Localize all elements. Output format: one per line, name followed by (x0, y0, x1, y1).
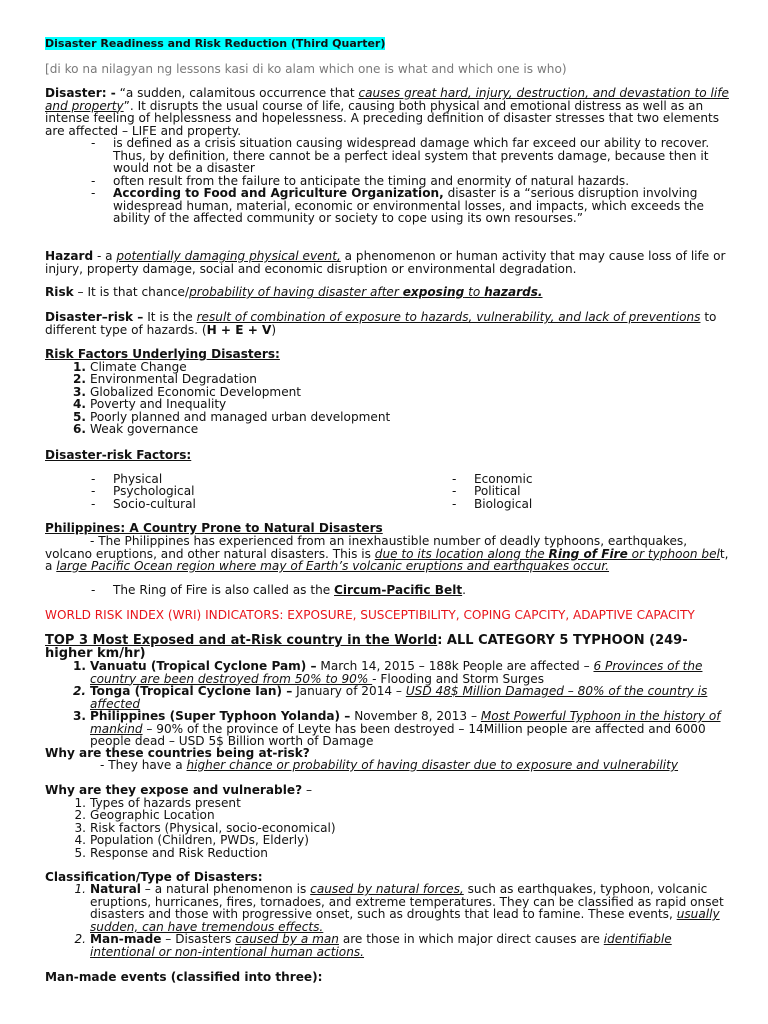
disaster-text-2: ”. It disrupts the usual course of life, causing both physical and emotional distress as well as an intense feeling of helplessness and hopelessness. A preceding definition of disaster stresses that two elements are affected – LIFE and property. (45, 98, 720, 138)
disaster-risk-factors-heading: Disaster-risk Factors: (45, 448, 192, 462)
hazard-text-1: - a (93, 249, 117, 263)
factor-text: Economic (474, 472, 533, 486)
reason-text: Types of hazards present (90, 796, 241, 810)
why-exposed-text: Why are they expose and vulnerable? (45, 783, 303, 797)
list-number: 4. (74, 833, 86, 847)
philippines-bullet-text (113, 584, 733, 597)
disaster-risk-text-3: ) (271, 322, 277, 337)
top3-heading (45, 634, 735, 660)
philippines-emphasis-3: large Pacific Ocean region where may of Earth’s volcanic eruptions and earthquakes occur. (56, 559, 610, 573)
risk-factor-text: Poverty and Inequality (90, 397, 227, 411)
dash-marker: - (91, 583, 96, 597)
why-at-risk-answer (45, 759, 735, 772)
list-number: 2. (72, 372, 86, 386)
natural-term: Natural (90, 882, 141, 896)
top3-item-text (90, 660, 740, 685)
country-detail: January of 2014 – (292, 684, 406, 698)
why-at-risk-emphasis: higher chance or probability of having disaster due to exposure and vulnerability (186, 758, 679, 772)
reason-text: Population (Children, PWDs, Elderly) (90, 833, 309, 847)
risk-definition (45, 286, 735, 299)
risk-emphasis-1: probability of having disaster after (189, 285, 403, 299)
disaster-risk-formula: H + E + V (206, 322, 272, 337)
list-number: 5. (72, 410, 86, 424)
list-number: 4. (72, 397, 86, 411)
dash-marker: - (452, 472, 457, 486)
country-detail: November 8, 2013 – (350, 709, 481, 723)
why-exposed-dash: – (302, 783, 312, 797)
disaster-bullet-1-text: is defined as a crisis situation causing widespread damage which far exceed our ability to recover. Thus, by definition, there cannot be a perfect ideal system that prevents damage, because then it would not be a disaster (113, 136, 710, 175)
manmade-emphasis-2: identifiable intentional or non-intentional human actions. (90, 932, 672, 959)
reason-text: Response and Risk Reduction (90, 846, 268, 860)
natural-text-2: such as earthquakes, typhoon, volcanic eruptions, hurricanes, fires, tornadoes, and extreme temperatures. They can be classified as rapid onset disasters and those with progressive onset, such as droughts that lead to famine. These events, (90, 882, 724, 921)
dash-marker: - (91, 186, 96, 200)
document-title-line (45, 37, 735, 51)
risk-factor-text: Poorly planned and managed urban development (90, 410, 391, 424)
classification-manmade-text (90, 933, 740, 958)
factor-text: Socio-cultural (113, 497, 196, 511)
why-at-risk-question: Why are these countries being at-risk? (45, 746, 310, 760)
risk-factors-heading: Risk Factors Underlying Disasters: (45, 347, 280, 361)
natural-emphasis-1: caused by natural forces, (310, 882, 464, 896)
risk-emphasis-hazards: hazards. (484, 285, 543, 299)
top3-item-text (90, 710, 740, 748)
dash-marker: - (91, 136, 96, 150)
manmade-emphasis-1: caused by a man (235, 932, 339, 946)
risk-factor-text: Globalized Economic Development (90, 385, 302, 399)
dash-marker: - (91, 472, 96, 486)
disaster-risk-text-2: to different type of hazards. ( (45, 310, 717, 337)
list-number: 1. (72, 360, 86, 374)
top3-item-text (90, 685, 730, 710)
hazard-definition (45, 250, 735, 275)
risk-text-1: – It is that chance/ (73, 285, 190, 299)
disaster-bullet-2-text: often result from the failure to anticipate the timing and enormity of natural hazards. (113, 174, 630, 188)
risk-emphasis-2: to (464, 285, 485, 299)
reason-text: Risk factors (Physical, socio-economical) (90, 821, 336, 835)
dash-marker: - (452, 497, 457, 511)
country-emphasis: Most Powerful Typhoon in the history of mankind (90, 709, 721, 736)
dash-marker: - (91, 174, 96, 188)
disaster-risk-emphasis: result of combination of exposure to hazards, vulnerability, and lack of preventions (196, 310, 701, 324)
top3-heading-detail: : ALL CATEGORY 5 TYPHOON (249-higher km/hr) (45, 633, 688, 661)
philippines-paragraph (45, 535, 735, 573)
wri-indicators: WORLD RISK INDEX (WRI) INDICATORS: EXPOSURE, SUSCEPTIBILITY, COPING CAPCITY, ADAPTIVE CAPACITY (45, 608, 695, 622)
list-number: 1. (74, 796, 86, 810)
philippines-heading: Philippines: A Country Prone to Natural Disasters (45, 521, 383, 535)
country-emphasis: 6 Provinces of the country are been destroyed from 50% to 90% (90, 659, 703, 686)
disaster-term: Disaster: - (45, 86, 116, 100)
country-emphasis: USD 48$ Million Damaged – 80% of the country is affected (90, 684, 708, 711)
dash-marker: - (91, 484, 96, 498)
list-number: 3. (74, 821, 86, 835)
fao-definition: disaster is a “serious disruption involving widespread human, material, economic or environmental losses, and impacts, which exceeds the ability of the affected community or society to cope using its own resourses.” (113, 186, 704, 225)
list-number: 2. (74, 808, 86, 822)
philippines-text-1: - The Philippines has experienced from an inexhaustible number of deadly typhoons, earthquakes, volcano eruptions, and other natural disasters. This is (45, 534, 688, 561)
list-number: 2. (72, 684, 86, 698)
manmade-text-1: – Disasters (161, 932, 236, 946)
natural-text-1: – a natural phenomenon is (140, 882, 311, 896)
disaster-risk-term: Disaster–risk – (45, 310, 144, 324)
disaster-emphasis: causes great hard, injury, destruction, and devastation to life and property (45, 86, 729, 113)
list-number: 3. (72, 385, 86, 399)
dash-marker: - (452, 484, 457, 498)
philippines-emphasis-2: or typhoon bel (627, 546, 720, 561)
list-number: 2. (74, 932, 86, 946)
country-name: Vanuatu (Tropical Cyclone Pam) – (90, 659, 317, 673)
classification-natural-text (90, 883, 740, 933)
disaster-risk-text-1: It is the (143, 310, 197, 324)
risk-term: Risk (45, 285, 74, 299)
risk-factor-text: Climate Change (90, 360, 187, 374)
list-number: 5. (74, 846, 86, 860)
factor-text: Biological (474, 497, 533, 511)
philippines-text-2: t, a (45, 546, 729, 573)
author-note: [di ko na nilagyan ng lessons kasi di ko alam which one is what and which one is who) (45, 62, 567, 76)
hazard-text-2: a phenomenon or human activity that may cause loss of life or injury, property damage, social and economic disruption or environmental degradation. (45, 249, 726, 276)
top3-heading-title: TOP 3 Most Exposed and at-Risk country in the World (45, 633, 438, 648)
circum-text-2: . (462, 583, 466, 597)
hazard-term: Hazard (45, 249, 94, 263)
list-number: 1. (74, 882, 86, 896)
country-name: Tonga (Tropical Cyclone Ian) – (90, 684, 293, 698)
philippines-emphasis-1: due to its location along the (374, 546, 549, 561)
document-title: Disaster Readiness and Risk Reduction (Third Quarter) (45, 37, 386, 50)
country-tail: – 90% of the province of Leyte has been destroyed – 14Million people are affected and 6000 people dead – USD 5$ Billion worth of Damage (90, 721, 706, 748)
risk-factor-text: Environmental Degradation (90, 372, 257, 386)
dash-marker: - (91, 497, 96, 511)
hazard-emphasis: potentially damaging physical event, (116, 249, 341, 263)
disaster-text-1: “a sudden, calamitous occurrence that (115, 86, 359, 100)
disaster-bullet-3-text (113, 187, 733, 225)
fao-name: According to Food and Agriculture Organization, (113, 186, 444, 200)
factor-text: Physical (113, 472, 163, 486)
why-exposed-question (45, 784, 735, 797)
classification-heading: Classification/Type of Disasters: (45, 870, 263, 884)
factor-text: Psychological (113, 484, 195, 498)
ring-of-fire: Ring of Fire (548, 546, 628, 561)
manmade-text-2: are those in which major direct causes are (338, 932, 604, 946)
disaster-risk-definition (45, 311, 735, 336)
manmade-term: Man-made (90, 932, 162, 946)
factor-text: Political (474, 484, 521, 498)
reason-text: Geographic Location (90, 808, 215, 822)
list-number: 6. (72, 422, 86, 436)
country-name: Philippines (Super Typhoon Yolanda) – (90, 709, 351, 723)
manmade-events-heading: Man-made events (classified into three): (45, 970, 323, 984)
natural-emphasis-2: usually sudden, can have tremendous effects. (90, 907, 720, 934)
disaster-definition (45, 87, 735, 137)
list-number: 1. (72, 659, 86, 673)
circum-pacific-belt: Circum-Pacific Belt (334, 583, 463, 597)
country-detail: March 14, 2015 – 188k People are affected – (316, 659, 594, 673)
list-number: 3. (72, 709, 86, 723)
circum-text-1: The Ring of Fire is also called as the (113, 583, 335, 597)
country-tail: - Flooding and Storm Surges (372, 671, 545, 686)
risk-emphasis-exposing: exposing (402, 285, 465, 299)
why-at-risk-text: - They have a (100, 758, 187, 772)
risk-factor-text: Weak governance (90, 422, 199, 436)
